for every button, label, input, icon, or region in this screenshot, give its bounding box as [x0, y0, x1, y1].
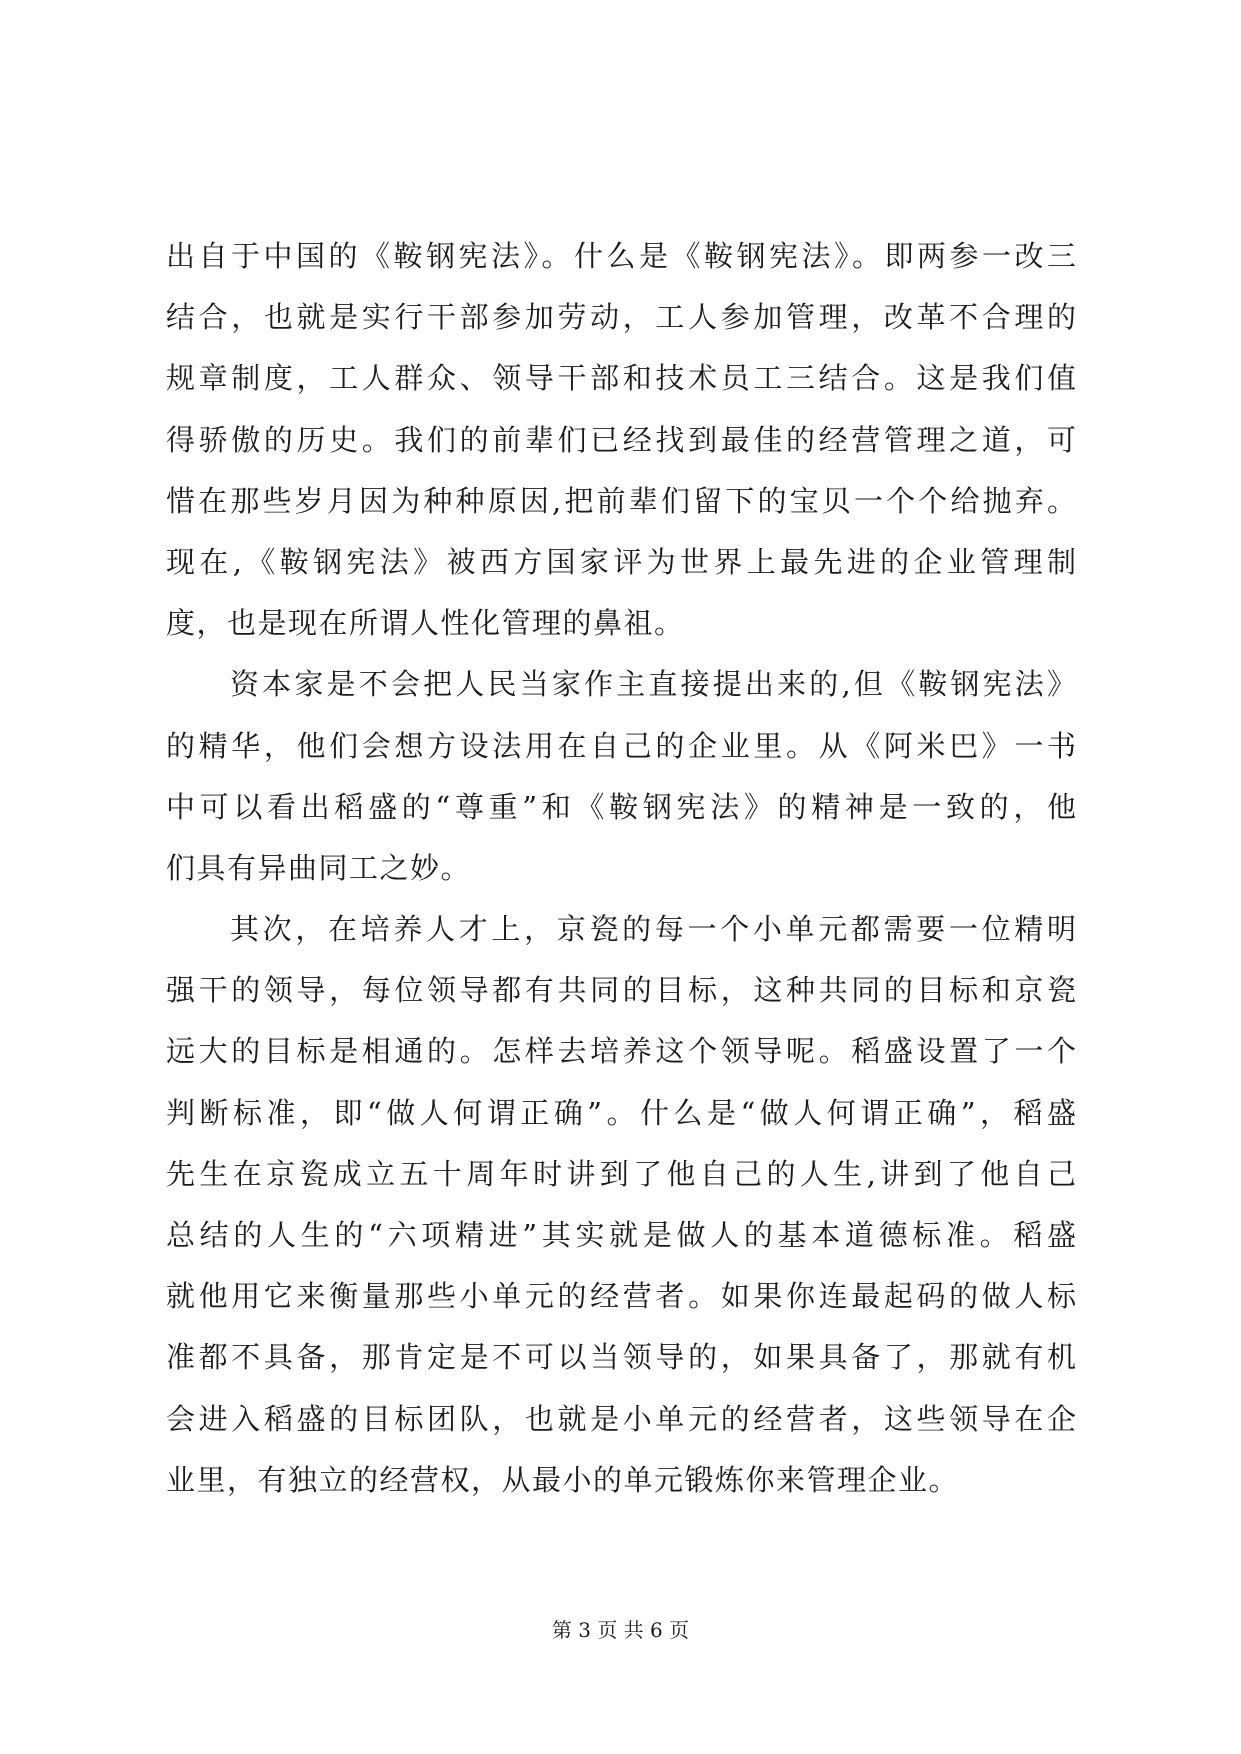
- text-line: 结合，也就是实行干部参加劳动，工人参加管理，改革不合理的: [166, 300, 1076, 335]
- text-line: 的精华，他们会想方设法用在自己的企业里。从《阿米巴》一书: [166, 728, 1076, 763]
- text-line: 远大的目标是相通的。怎样去培养这个领导呢。稻盛设置了一个: [166, 1034, 1076, 1069]
- text-line: 就他用它来衡量那些小单元的经营者。如果你连最起码的做人标: [166, 1279, 1076, 1314]
- text-line: 出自于中国的《鞍钢宪法》。什么是《鞍钢宪法》。即两参一改三: [166, 239, 1076, 273]
- body-text: [166, 226, 1076, 1511]
- text-line: 们具有异曲同工之妙。: [166, 850, 472, 885]
- text-line: 得骄傲的历史。我们的前辈们已经找到最佳的经营管理之道，可: [166, 422, 1076, 457]
- text-line: 中可以看出稻盛的“尊重”和《鞍钢宪法》的精神是一致的，他: [166, 789, 1076, 824]
- text-line: 现在,《鞍钢宪法》被西方国家评为世界上最先进的企业管理制: [166, 544, 1076, 579]
- text-line: 业里，有独立的经营权，从最小的单元锻炼你来管理企业。: [166, 1462, 960, 1497]
- text-line: 会进入稻盛的目标团队，也就是小单元的经营者，这些领导在企: [166, 1401, 1076, 1436]
- text-line: 先生在京瓷成立五十周年时讲到了他自己的人生,讲到了他自己: [166, 1156, 1076, 1191]
- text-line: 强干的领导，每位领导都有共同的目标，这种共同的目标和京瓷: [166, 973, 1076, 1008]
- text-line: 总结的人生的“六项精进”其实就是做人的基本道德标准。稻盛: [166, 1218, 1076, 1252]
- text-line: 准都不具备，那肯定是不可以当领导的，如果具备了，那就有机: [166, 1340, 1076, 1375]
- text-line: 资本家是不会把人民当家作主直接提出来的,但《鞍钢宪法》: [230, 667, 1076, 702]
- text-line: 规章制度，工人群众、领导干部和技术员工三结合。这是我们值: [166, 361, 1076, 396]
- text-line: 惜在那些岁月因为种种原因,把前辈们留下的宝贝一个个给抛弃。: [166, 483, 1076, 518]
- text-line: 判断标准，即“做人何谓正确”。什么是“做人何谓正确”，稻盛: [166, 1095, 1076, 1130]
- page-number-footer: 第 3 页 共 6 页: [551, 1618, 690, 1642]
- text-line: 度，也是现在所谓人性化管理的鼻祖。: [166, 606, 685, 641]
- text-line: 其次，在培养人才上，京瓷的每一个小单元都需要一位精明: [230, 912, 1076, 947]
